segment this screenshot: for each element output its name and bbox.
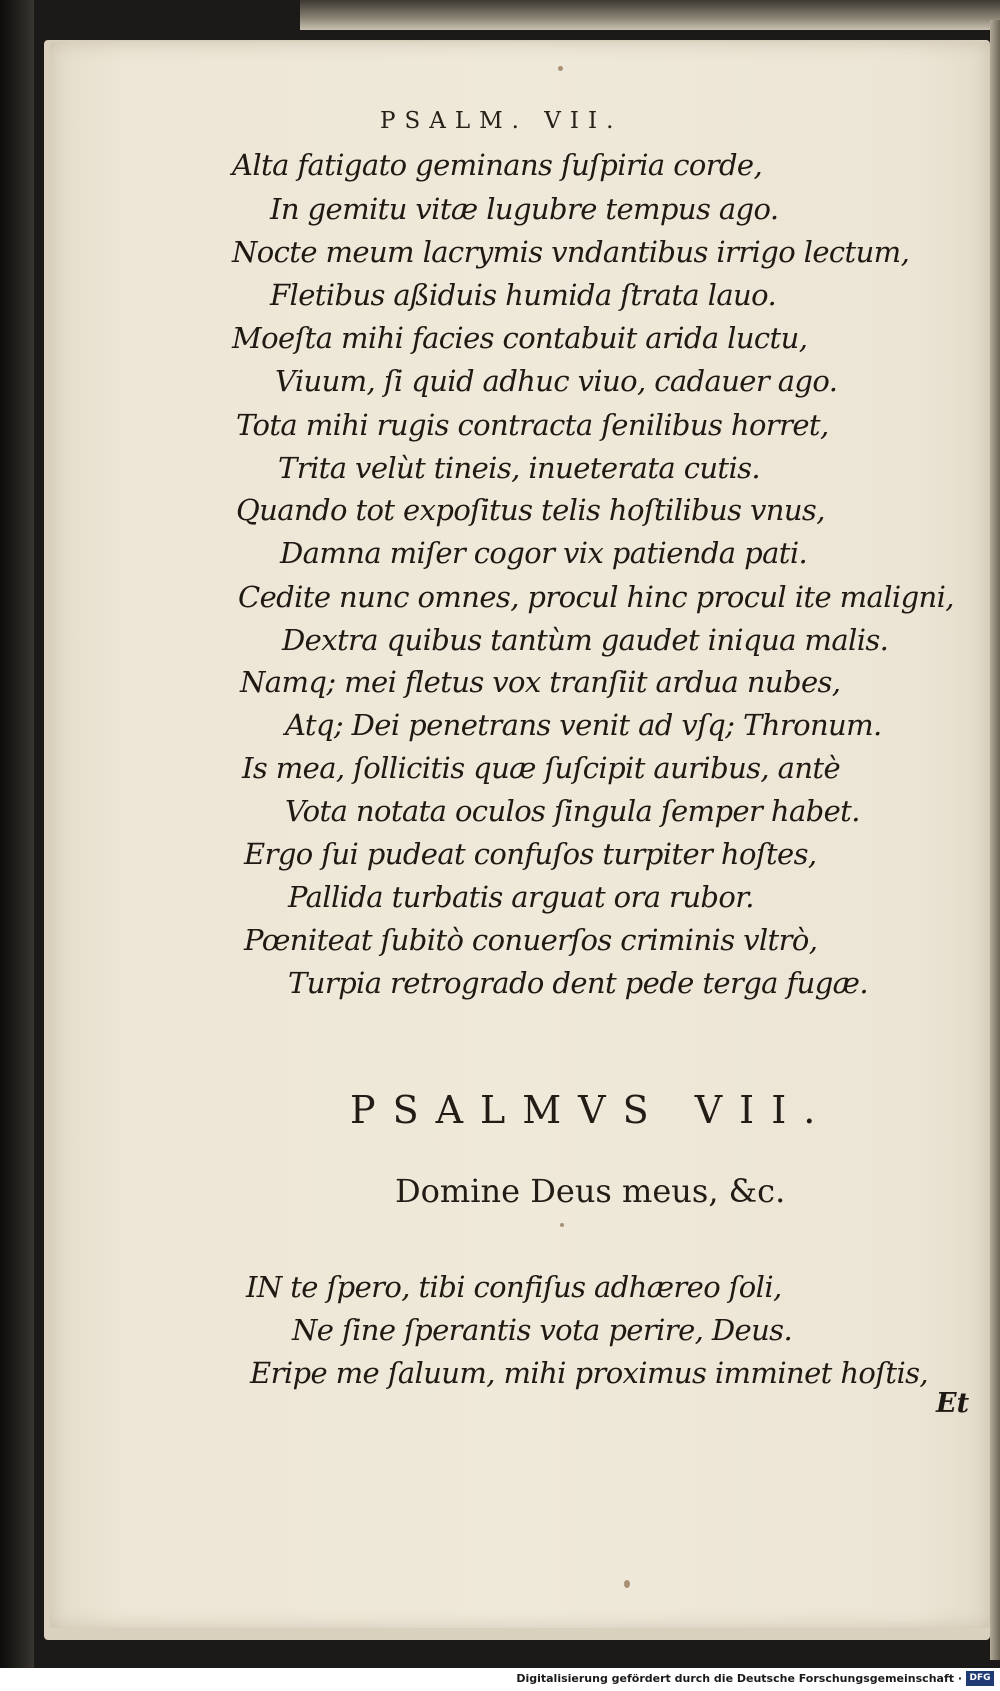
verse-line: Namq; mei fletus vox tranſiit ardua nubes, <box>240 665 841 699</box>
verse-line: Dextra quibus tantùm gaudet iniqua malis. <box>282 623 889 657</box>
verse-line: Quando tot expoſitus telis hoſtilibus vnus, <box>236 493 825 527</box>
catchword: Et <box>936 1388 970 1419</box>
verse-line: Is mea, ſollicitis quæ ſuſcipit auribus, antè <box>242 751 841 785</box>
page-fore-edge <box>990 20 1000 1660</box>
paper-speck <box>560 1223 564 1227</box>
verse-line: In gemitu vitæ lugubre tempus ago. <box>270 192 779 226</box>
verse-line: Pallida turbatis arguat ora rubor. <box>288 880 754 914</box>
psalm-heading: PSALMVS VII. <box>350 1088 833 1132</box>
running-head: PSALM. VII. <box>380 108 623 134</box>
verse-line: Fletibus aßiduis humida ſtrata lauo. <box>270 278 777 312</box>
book-spine-edge <box>0 0 34 1668</box>
verse-line: Ergo ſui pudeat confuſos turpiter hoſtes, <box>244 837 817 871</box>
verse-line: Viuum, ſi quid adhuc viuo, cadauer ago. <box>275 364 838 398</box>
verse-line: Vota notata oculos ſingula ſemper habet. <box>285 794 860 828</box>
book-top-edge <box>300 0 1000 30</box>
verse-line: IN te ſpero, tibi confiſus adhæreo ſoli, <box>246 1270 782 1304</box>
verse-line: Pœniteat ſubitò conuerſos criminis vltrò, <box>244 923 818 957</box>
verse-line: Turpia retrogrado dent pede terga fugæ. <box>288 966 868 1000</box>
psalm-incipit: Domine Deus meus, &c. <box>395 1172 786 1210</box>
funding-credit: Digitalisierung gefördert durch die Deutsche Forschungsgemeinschaft · <box>516 1672 962 1685</box>
verse-line: Trita velùt tineis, inueterata cutis. <box>278 451 761 485</box>
verse-line: Tota mihi rugis contracta ſenilibus horret, <box>236 408 829 442</box>
verse-line: Eripe me ſaluum, mihi proximus imminet hoſtis, <box>250 1356 929 1390</box>
verse-line: Alta fatigato geminans ſuſpiria corde, <box>232 148 763 182</box>
verse-line: Moeſta mihi facies contabuit arida luctu, <box>232 321 808 355</box>
paper-speck <box>558 66 563 71</box>
dfg-logo: DFG <box>966 1671 994 1686</box>
verse-line: Atq; Dei penetrans venit ad vſq; Thronum. <box>285 708 882 742</box>
verse-line: Damna miſer cogor vix patienda pati. <box>280 536 808 570</box>
verse-line: Ne ſine ſperantis vota perire, Deus. <box>292 1313 793 1347</box>
paper-speck <box>624 1580 630 1588</box>
verse-line: Cedite nunc omnes, procul hinc procul ite maligni, <box>238 580 954 614</box>
verse-line: Nocte meum lacrymis vndantibus irrigo lectum, <box>232 235 910 269</box>
